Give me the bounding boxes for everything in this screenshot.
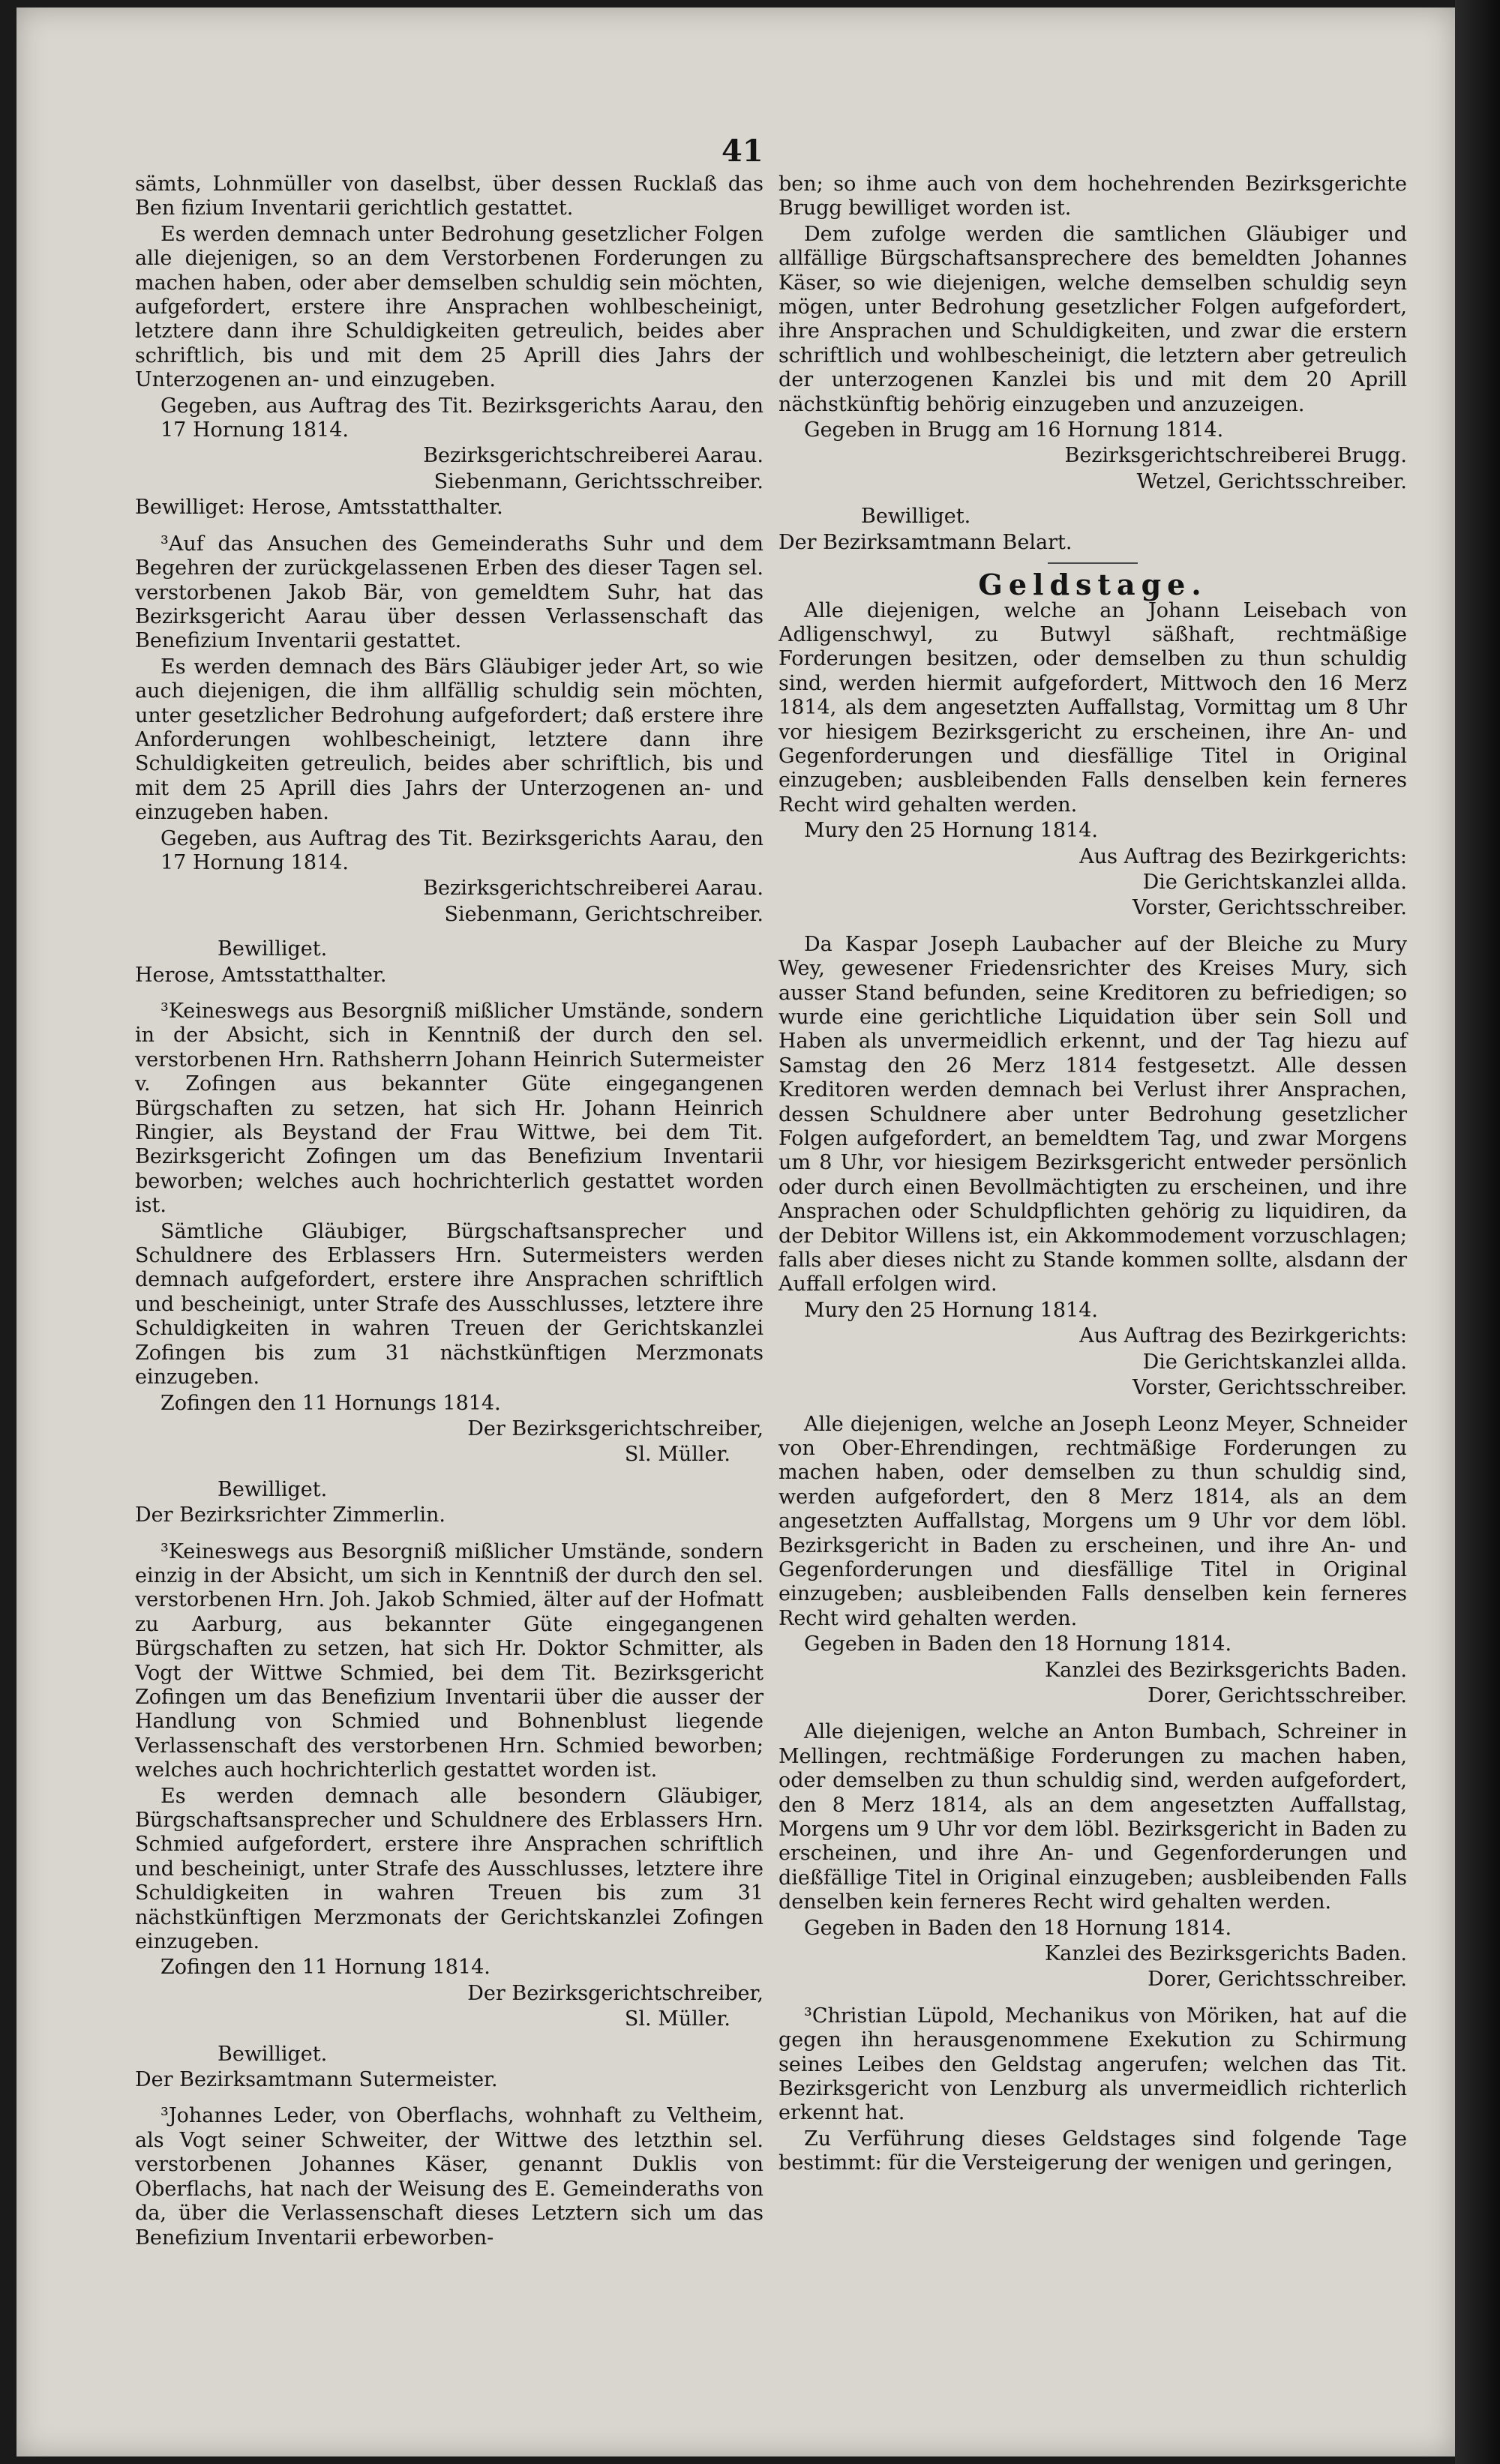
section-rule: [1048, 562, 1138, 564]
text-paragraph: Der Bezirksamtmann Belart.: [778, 530, 1072, 554]
text-paragraph: Zu Verführung dieses Geldstages sind folgende Tage bestimmt: für die Versteigerung der wenigen und geringen,: [778, 2127, 1407, 2175]
signature-line: Kanzlei des Bezirksgerichts Baden.: [1045, 1942, 1407, 1966]
left-column: [135, 172, 764, 2252]
page-number: 41: [722, 133, 764, 169]
text-paragraph: Herose, Amtsstatthalter.: [135, 963, 387, 987]
text-paragraph: ³Keineswegs aus Besorgniß mißlicher Umstände, sondern einzig in der Absicht, um sich in Kenntniß der durch den sel. verstorbenen Hrn. Joh. Jakob Schmied, älter auf der Hofmatt zu Aarburg, aus bekannter Güte eingegangenen Bürgschaften zu setzen, hat sich Hr. Doktor Schmitter, als Vogt der Wittwe Schmied, bei dem Tit. Bezirksgericht Zofingen um das Benefizium Inventarii über die ausser der Handlung von Schmied und Bohnenblust liegende Verlassenschaft des verstorbenen Hrn. Schmied beworben; welches auch hochrichterlich gestattet worden ist.: [135, 1539, 764, 1782]
signature-line: Die Gerichtskanzlei allda.: [1142, 1350, 1407, 1374]
text-paragraph: sämts, Lohnmüller von daselbst, über dessen Rucklaß das Ben fizium Inventarii gerichtlich gestattet.: [135, 172, 764, 220]
right-column: [778, 172, 1407, 2178]
signature-line: Siebenmann, Gerichtsschreiber.: [434, 469, 764, 493]
date-line: Gegeben in Brugg am 16 Hornung 1814.: [804, 418, 1224, 442]
text-paragraph: Alle diejenigen, welche an Anton Bumbach, Schreiner in Mellingen, rechtmäßige Forderungen zu machen haben, oder demselben zu thun schuldig sind, werden aufgefordert, den 8 Merz 1814, als an dem angesetzten Auffallstag, Morgens um 9 Uhr vor dem löbl. Bezirksgericht in Baden zu erscheinen, und ihre An- und Gegenforderungen und dießfällige Titel in Original einzugeben; ausbleibenden Falls denselben kein ferneres Recht wird gehalten werden.: [778, 1720, 1407, 1914]
date-line: Gegeben in Baden den 18 Hornung 1814.: [804, 1632, 1232, 1656]
approval-line: Bewilliget.: [218, 937, 328, 961]
text-paragraph: Es werden demnach des Bärs Gläubiger jeder Art, so wie auch diejenigen, die ihm allfällig schuldig sein möchten, unter gesetzlicher Bedrohung aufgefordert; daß erstere ihre Anforderungen wohlbescheinigt, letztere dann ihre Schuldigkeiten getreulich, beides aber schriftlich, bis und mit dem 25 Aprill dies Jahrs der Unterzogenen an- und einzugeben haben.: [135, 655, 764, 825]
text-paragraph: Sämtliche Gläubiger, Bürgschaftsansprecher und Schuldnere des Erblassers Hrn. Sutermeisters werden demnach aufgefordert, erstere ihre Ansprachen schriftlich und bescheinigt, unter Strafe des Ausschlusses, letztere ihre Schuldigkeiten in wahren Treuen der Gerichtskanzlei Zofingen bis zum 31 nächstkünftigen Merzmonats einzugeben.: [135, 1219, 764, 1389]
signature-line: Die Gerichtskanzlei allda.: [1142, 870, 1407, 894]
signature-line: Der Bezirksgerichtschreiber,: [467, 1981, 764, 2005]
signature-line: Vorster, Gerichtsschreiber.: [1132, 896, 1407, 920]
text-paragraph: Es werden demnach unter Bedrohung gesetzlicher Folgen alle diejenigen, so an dem Verstorbenen Forderungen zu machen haben, oder aber demselben schuldig sein möchten, aufgefordert, erstere ihre Ansprachen wohlbescheinigt, letztere dann ihre Schuldigkeiten getreulich, beides aber schriftlich, bis und mit dem 25 Aprill dies Jahrs der Unterzogenen an- und einzugeben.: [135, 222, 764, 392]
signature-line: Sl. Müller.: [624, 1443, 730, 1467]
text-paragraph: Der Bezirksrichter Zimmerlin.: [135, 1503, 446, 1527]
signature-line: Wetzel, Gerichtsschreiber.: [1136, 469, 1407, 493]
text-paragraph: Es werden demnach alle besondern Gläubiger, Bürgschaftsansprecher und Schuldnere des Erblassers Hrn. Schmied aufgefordert, erstere ihre Ansprachen schriftlich und bescheinigt, unter Strafe des Ausschlusses, letztere ihre Schuldigkeiten in wahren Treuen bis zum 31 nächstkünftigen Merzmonats der Gerichtskanzlei Zofingen einzugeben.: [135, 1784, 764, 1954]
signature-line: Aus Auftrag des Bezirkgerichts:: [1079, 1324, 1407, 1348]
signature-line: Dorer, Gerichtsschreiber.: [1148, 1683, 1407, 1707]
text-paragraph: ³Keineswegs aus Besorgniß mißlicher Umstände, sondern in der Absicht, sich in Kenntniß der durch den sel. verstorbenen Hrn. Rathsherrn Johann Heinrich Sutermeister v. Zofingen aus bekannter Güte eingegangenen Bürgschaften zu setzen, hat sich Hr. Johann Heinrich Ringier, als Beystand der Frau Wittwe, bei dem Tit. Bezirksgericht Zofingen um das Benefizium Inventarii beworben; welches auch hochrichterlich gestattet worden ist.: [135, 1000, 764, 1218]
date-line: Zofingen den 11 Hornungs 1814.: [160, 1391, 501, 1415]
text-paragraph: Da Kaspar Joseph Laubacher auf der Bleiche zu Mury Wey, gewesener Friedensrichter des Kreises Mury, sich ausser Stand befunden, seine Kreditoren zu befriedigen; so wurde eine gerichtliche Liquidation über sein Soll und Haben als unvermeidlich erkennt, und der Tag hiezu auf Samstag den 26 Merz 1814 festgesetzt. Alle dessen Kreditoren werden demnach bei Verlust ihrer Ansprachen, dessen Schuldnere aber unter Bedrohung gesetzlicher Folgen aufgefordert, an bemeldtem Tag, und zwar Morgens um 8 Uhr, vor hiesigem Bezirksgericht entweder persönlich oder durch einen Bevollmächtigten zu erscheinen, und ihre Ansprachen oder Schuldpflichten gehörig zu liquidiren, da der Debitor Willens ist, ein Akkommodement vorzuschlagen; falls aber dieses nicht zu Stande kommen sollte, alsdann der Auffall erfolgen wird.: [778, 932, 1407, 1296]
text-paragraph: Der Bezirksamtmann Sutermeister.: [135, 2068, 498, 2092]
date-line: Mury den 25 Hornung 1814.: [804, 819, 1098, 843]
signature-line: Aus Auftrag des Bezirkgerichts:: [1079, 844, 1407, 868]
text-paragraph: Alle diejenigen, welche an Joseph Leonz Meyer, Schneider von Ober-Ehrendingen, rechtmäßige Forderungen zu machen haben, oder demselben zu thun schuldig sind, werden aufgefordert, den 8 Merz 1814, als an dem angesetzten Auffallstag, Morgens um 9 Uhr vor dem löbl. Bezirksgericht in Baden zu erscheinen, und ihre An- und Gegenforderungen und diesfällige Titel in Original einzugeben; ausbleibenden Falls denselben kein ferneres Recht wird gehalten werden.: [778, 1412, 1407, 1630]
text-paragraph: ³Christian Lüpold, Mechanikus von Möriken, hat auf die gegen ihn herausgenommene Exekution zu Schirmung seines Leibes den Geldstag angerufen; welchen das Tit. Bezirksgericht von Lenzburg als unvermeidlich richterlich erkennt hat.: [778, 2004, 1407, 2125]
section-heading: Geldstage.: [978, 568, 1208, 602]
approval-line: Bewilliget.: [218, 1477, 328, 1501]
signature-line: Dorer, Gerichtsschreiber.: [1148, 1968, 1407, 1992]
approval-line: Bewilliget.: [861, 505, 971, 529]
signature-line: Siebenmann, Gerichtschreiber.: [444, 902, 764, 926]
signature-line: Bezirksgerichtschreiberei Brugg.: [1064, 444, 1407, 468]
date-line: Gegeben in Baden den 18 Hornung 1814.: [804, 1916, 1232, 1940]
signature-line: Kanzlei des Bezirksgerichts Baden.: [1045, 1658, 1407, 1682]
date-line: Zofingen den 11 Hornung 1814.: [160, 1956, 490, 1980]
text-paragraph: ben; so ihme auch von dem hochehrenden Bezirksgerichte Brugg bewilliget worden ist.: [778, 172, 1407, 220]
signature-line: Vorster, Gerichtsschreiber.: [1132, 1376, 1407, 1400]
signature-line: Der Bezirksgerichtschreiber,: [467, 1416, 764, 1440]
text-paragraph: Dem zufolge werden die samtlichen Gläubiger und allfällige Bürgschaftsansprechere des bemeldten Johannes Käser, so wie diejenigen, welche demselben schuldig seyn mögen, unter Bedrohung gesetzlicher Folgen aufgefordert, ihre Ansprachen und Schuldigkeiten, und zwar die erstern schriftlich und wohlbescheinigt, die letztern aber getreulich der unterzogenen Kanzlei bis und mit dem 20 Aprill nächstkünftig behörig einzugeben und anzuzeigen.: [778, 222, 1407, 416]
signature-line: Bezirksgerichtschreiberei Aarau.: [423, 444, 764, 468]
text-paragraph: Bewilliget: Herose, Amtsstatthalter.: [135, 496, 503, 520]
signature-line: Sl. Müller.: [624, 2007, 730, 2031]
approval-line: Bewilliget.: [218, 2042, 328, 2066]
page-edge-shadow: [1455, 0, 1500, 2464]
date-line: Mury den 25 Hornung 1814.: [804, 1298, 1098, 1322]
date-line: Gegeben, aus Auftrag des Tit. Bezirksgerichts Aarau, den 17 Hornung 1814.: [160, 394, 764, 442]
text-paragraph: Alle diejenigen, welche an Johann Leisebach von Adligenschwyl, zu Butwyl säßhaft, rechtmäßige Forderungen besitzen, oder demselben zu thun schuldig sind, werden hiermit aufgefordert, Mittwoch den 16 Merz 1814, als dem angesetzten Auffallstag, Vormittag um 8 Uhr vor hiesigem Bezirksgericht zu erscheinen, ihre An- und Gegenforderungen und diesfällige Titel in Original einzugeben; ausbleibenden Falls denselben kein ferneres Recht wird gehalten werden.: [778, 598, 1407, 817]
signature-line: Bezirksgerichtschreiberei Aarau.: [423, 877, 764, 901]
text-paragraph: ³Auf das Ansuchen des Gemeinderaths Suhr und dem Begehren der zurückgelassenen Erben des dieser Tagen sel. verstorbenen Jakob Bär, von gemeldtem Suhr, hat das Bezirksgericht Aarau über dessen Verlassenschaft das Benefizium Inventarii gestattet.: [135, 532, 764, 653]
date-line: Gegeben, aus Auftrag des Tit. Bezirksgerichts Aarau, den 17 Hornung 1814.: [160, 826, 764, 874]
newspaper-page: [16, 7, 1455, 2457]
text-paragraph: ³Johannes Leder, von Oberflachs, wohnhaft zu Veltheim, als Vogt seiner Schweiter, der Wittwe des letzthin sel. verstorbenen Johannes Käser, genannt Duklis von Oberflachs, hat nach der Weisung des E. Gemeinderaths von da, über die Verlassenschaft dieses Letztern sich um das Benefizium Inventarii erbeworben-: [135, 2104, 764, 2250]
